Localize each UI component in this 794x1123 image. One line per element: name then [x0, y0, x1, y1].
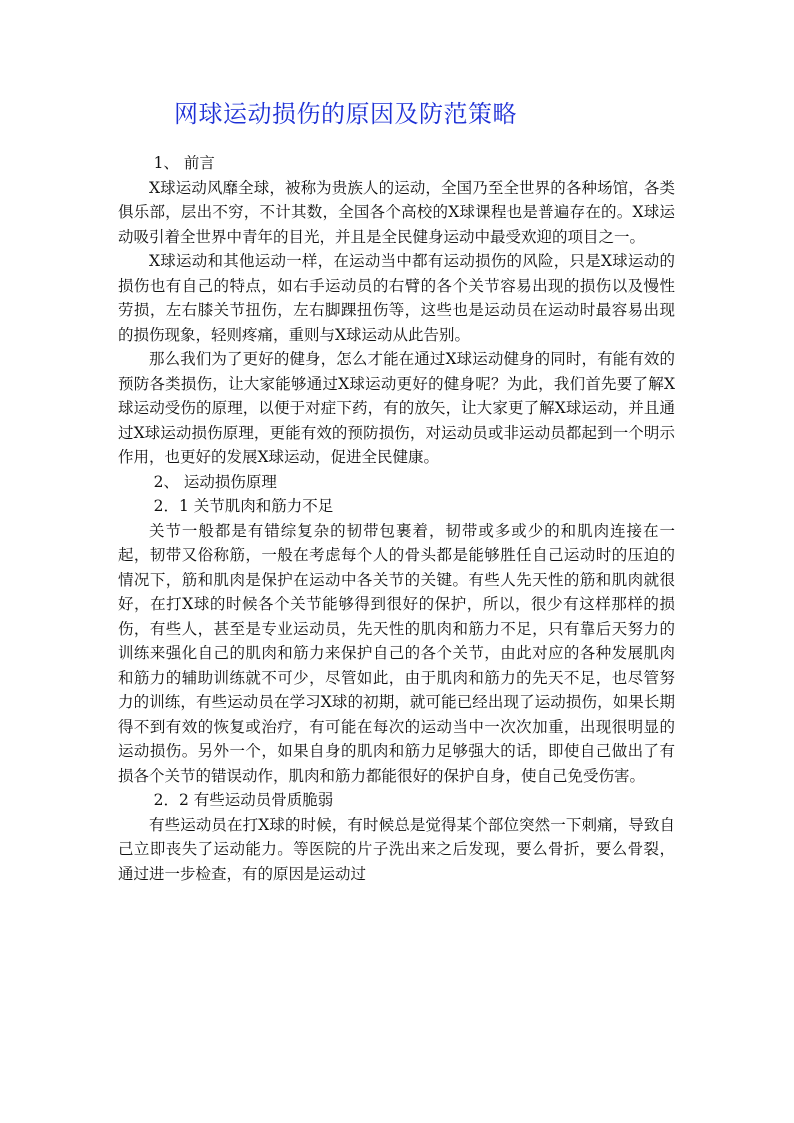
paragraph: 关节一般都是有错综复杂的韧带包裹着，韧带或多或少的和肌肉连接在一起，韧带又俗称筋，一般在考虑每个人的骨头都是能够胜任自己运动时的压迫的情况下，筋和肌肉是保护在运动中各关节的关键。有些人先天性的筋和肌肉就很好，在打X球的时候各个关节能够得到很好的保护，所以，很少有这样那样的损伤，有些人，甚至是专业运动员，先天性的肌肉和筋力不足，只有靠后天努力的训练来强化自己的肌肉和筋力来保护自己的各个关节，由此对应的各种发展肌肉和筋力的辅助训练就不可少，尽管如此，由于肌肉和筋力的先天不足，也尽管努力的训练，有些运动员在学习X球的初期，就可能已经出现了运动损伤，如果长期得不到有效的恢复或治疗，有可能在每次的运动当中一次次加重，出现很明显的运动损伤。另外一个，如果自身的肌肉和筋力足够强大的话，即使自己做出了有损各个关节的错误动作，肌肉和筋力都能很好的保护自身，使自己免受伤害。: [118, 521, 675, 785]
section-heading-injury-principle: 2、 运动损伤原理: [153, 472, 277, 491]
paragraph: X球运动和其他运动一样，在运动当中都有运动损伤的风险，只是X球运动的损伤也有自己的特点，如右手运动员的右臂的各个关节容易出现的损伤以及慢性劳损，左右膝关节扭伤，左右脚踝扭伤等，这些也是运动员在运动时最容易出现的损伤现象，轻则疼痛，重则与X球运动从此告别。: [118, 252, 675, 344]
document-body: [118, 151, 675, 886]
paragraph: 那么我们为了更好的健身，怎么才能在通过X球运动健身的同时，有能有效的预防各类损伤，让大家能够通过X球运动更好的健身呢？为此，我们首先要了解X球运动受伤的原理，以便于对症下药，有的放矢，让大家更了解X球运动，并且通过X球运动损伤原理，更能有效的预防损伤，对运动员或非运动员都起到一个明示作用，也更好的发展X球运动，促进全民健康。: [118, 350, 675, 466]
subsection-heading-muscle-strength: 2．1 关节肌肉和筋力不足: [153, 497, 334, 515]
subsection-heading-bone-fragility: 2．2 有些运动员骨质脆弱: [153, 791, 334, 809]
paragraph: X球运动风靡全球，被称为贵族人的运动，全国乃至全世界的各种场馆，各类俱乐部，层出不穷，不计其数，全国各个高校的X球课程也是普遍存在的。X球运动吸引着全世界中青年的目光，并且是全民健身运动中最受欢迎的项目之一。: [118, 178, 675, 246]
paragraph: 有些运动员在打X球的时候，有时候总是觉得某个部位突然一下刺痛，导致自己立即丧失了运动能力。等医院的片子洗出来之后发现，要么骨折，要么骨裂，通过进一步检查，有的原因是运动过: [118, 815, 675, 883]
section-heading-preface: 1、 前言: [153, 154, 215, 172]
document-title: 网球运动损伤的原因及防范策略: [174, 100, 517, 128]
